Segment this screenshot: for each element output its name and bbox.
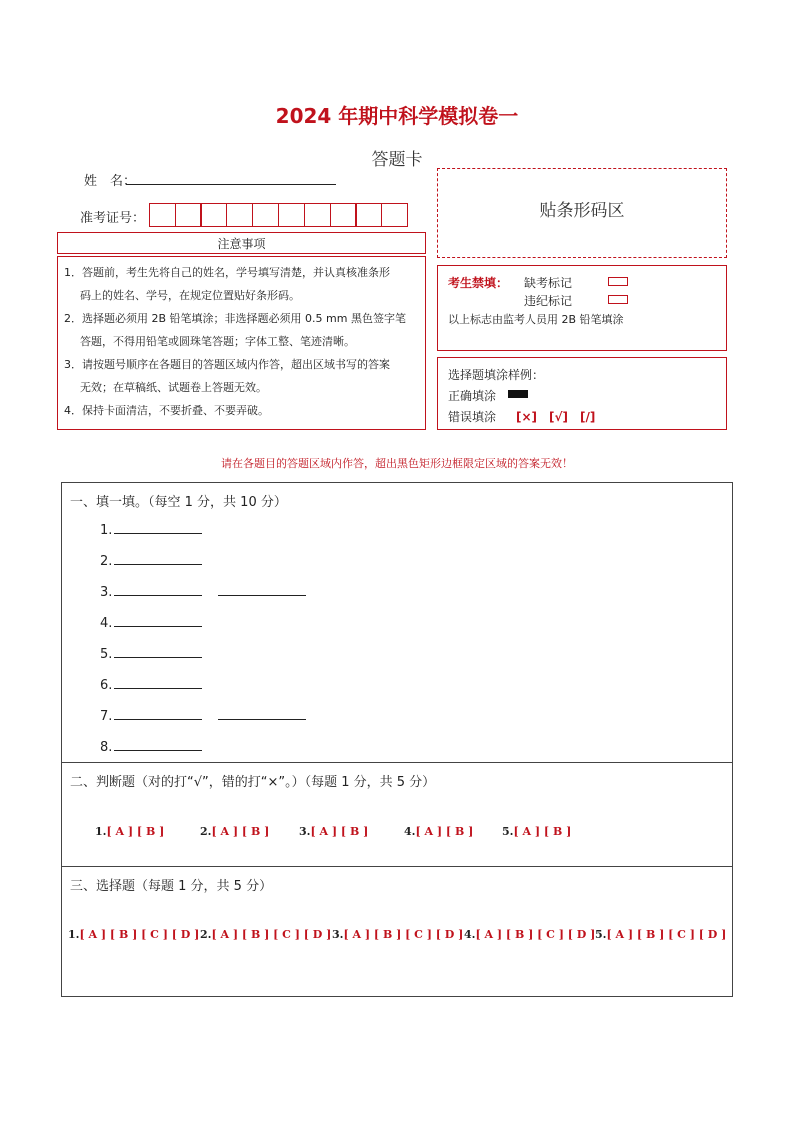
section2-title: 二、判断题（对的打“√”，错的打“×”。）（每题 1 分，共 5 分） [70, 775, 436, 790]
section-fill-in [61, 482, 733, 763]
fill-row: 3. [100, 585, 306, 600]
barcode-area: 贴条形码区 [437, 168, 727, 258]
notice-line: 码上的姓名、学号，在规定位置贴好条形码。 [80, 289, 300, 302]
answer-blank[interactable] [114, 718, 202, 720]
section1-title: 一、填一填。（每空 1 分，共 10 分） [70, 495, 287, 510]
forbidden-box [437, 265, 727, 351]
notice-box [57, 256, 426, 430]
correct-mark [508, 390, 528, 398]
id-box[interactable] [149, 203, 176, 227]
fill-row: 2. [100, 554, 202, 569]
mc-item[interactable]: 4.[ A ] [ B ] [ C ] [ D ] [464, 928, 596, 941]
forbidden-note: 以上标志由监考人员用 2B 铅笔填涂 [448, 313, 624, 326]
violation-label: 违纪标记 [524, 294, 573, 308]
tf-item[interactable]: 2.[ A ] [ B ] [200, 825, 270, 838]
tf-item[interactable]: 5.[ A ] [ B ] [502, 825, 572, 838]
notice-line: 4．保持卡面清洁，不要折叠、不要弄破。 [64, 404, 269, 417]
id-box[interactable] [355, 203, 382, 227]
answer-blank[interactable] [114, 656, 202, 658]
name-label: 姓 名： [84, 174, 137, 189]
mc-item[interactable]: 1.[ A ] [ B ] [ C ] [ D ] [68, 928, 200, 941]
id-box[interactable] [381, 203, 408, 227]
tf-item[interactable]: 1.[ A ] [ B ] [95, 825, 165, 838]
answer-blank[interactable] [114, 687, 202, 689]
id-box[interactable] [252, 203, 279, 227]
id-box[interactable] [278, 203, 305, 227]
notice-line: 1．答题前，考生先将自己的姓名，学号填写清楚，并认真核准条形 [64, 266, 390, 279]
tf-item[interactable]: 3.[ A ] [ B ] [299, 825, 369, 838]
fill-row: 4. [100, 616, 202, 631]
answer-blank[interactable] [114, 594, 202, 596]
id-box[interactable] [200, 203, 227, 227]
sample-label: 选择题填涂样例： [448, 368, 545, 382]
fill-row: 5. [100, 647, 202, 662]
page-subtitle: 答题卡 [371, 150, 423, 170]
answer-blank[interactable] [218, 594, 306, 596]
violation-mark[interactable] [608, 295, 628, 304]
answer-blank[interactable] [114, 625, 202, 627]
sample-box [437, 357, 727, 430]
forbidden-label: 考生禁填： [448, 276, 509, 290]
mc-item[interactable]: 2.[ A ] [ B ] [ C ] [ D ] [200, 928, 332, 941]
id-label: 准考证号： [80, 211, 146, 226]
section3-title: 三、选择题（每题 1 分，共 5 分） [70, 879, 273, 894]
notice-line: 2．选择题必须用 2B 铅笔填涂；非选择题必须用 0.5 mm 黑色签字笔 [64, 312, 406, 325]
wrong-marks: [×] [√] [/] [516, 410, 596, 424]
id-box[interactable] [175, 203, 202, 227]
id-box[interactable] [330, 203, 357, 227]
notice-line: 答题，不得用铅笔或圆珠笔答题；字体工整、笔迹清晰。 [80, 335, 355, 348]
id-number-boxes[interactable] [150, 203, 408, 225]
answer-blank[interactable] [114, 563, 202, 565]
absent-mark[interactable] [608, 277, 628, 286]
answer-blank[interactable] [114, 749, 202, 751]
name-field[interactable] [126, 183, 336, 185]
mc-item[interactable]: 3.[ A ] [ B ] [ C ] [ D ] [332, 928, 464, 941]
mc-item[interactable]: 5.[ A ] [ B ] [ C ] [ D ] [595, 928, 727, 941]
fill-row: 6. [100, 678, 202, 693]
id-box[interactable] [304, 203, 331, 227]
fill-row: 1. [100, 523, 202, 538]
page-title: 2024 年期中科学模拟卷一 [275, 104, 519, 128]
section-multiple-choice [61, 866, 733, 997]
notice-line: 无效；在草稿纸、试题卷上答题无效。 [80, 381, 267, 394]
answer-blank[interactable] [114, 532, 202, 534]
tf-item[interactable]: 4.[ A ] [ B ] [404, 825, 474, 838]
section-true-false [61, 762, 733, 867]
notice-line: 3．请按题号顺序在各题目的答题区域内作答，超出区域书写的答案 [64, 358, 390, 371]
correct-label: 正确填涂 [448, 389, 497, 403]
fill-row: 7. [100, 709, 306, 724]
notice-heading: 注意事项 [57, 232, 426, 254]
answer-warning: 请在各题目的答题区域内作答，超出黑色矩形边框限定区域的答案无效！ [221, 457, 573, 470]
fill-row: 8. [100, 740, 202, 755]
id-box[interactable] [226, 203, 253, 227]
wrong-label: 错误填涂 [448, 410, 497, 424]
answer-blank[interactable] [218, 718, 306, 720]
absent-label: 缺考标记 [524, 276, 573, 290]
